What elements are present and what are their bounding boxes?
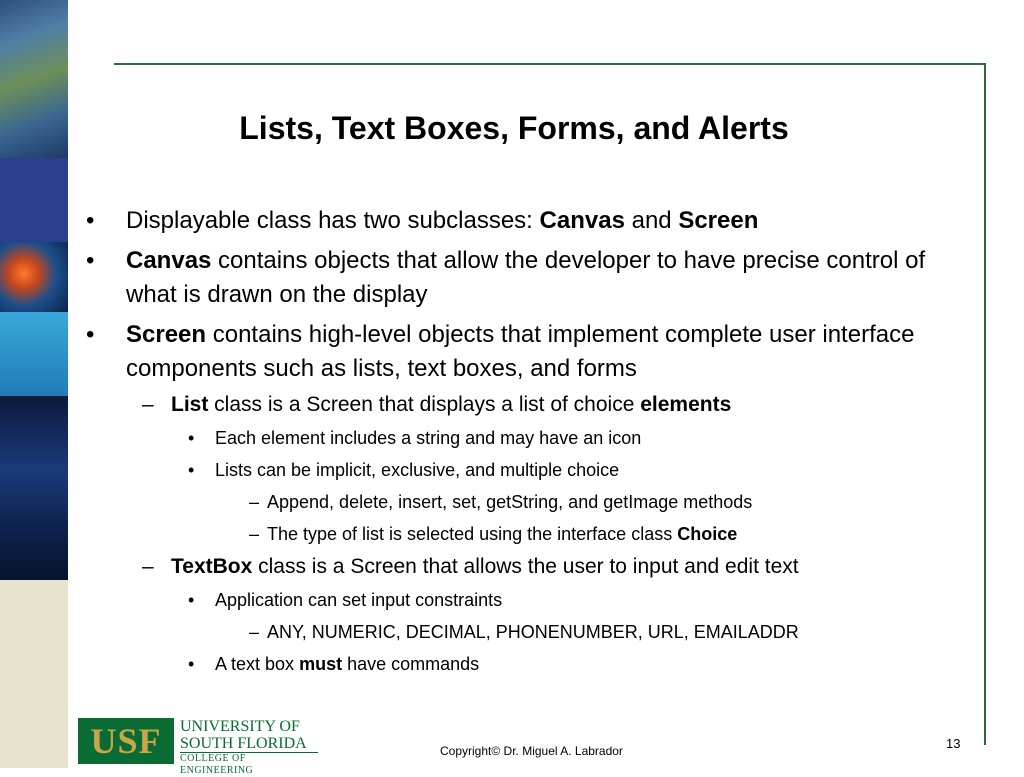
gadgets-illustration	[0, 158, 68, 242]
street-map-image	[0, 580, 68, 768]
bullet-level-1	[82, 318, 962, 386]
bullet-level-4	[82, 488, 962, 516]
bullet-level-3	[82, 650, 962, 678]
bullet-text: contains high-level objects that implement complete user interface components such as lists, text boxes, and forms	[126, 321, 915, 382]
bullet-bold-text: Canvas	[126, 247, 212, 274]
bullet-text: The type of list is selected using the interface class	[267, 524, 678, 544]
bullet-level-2	[82, 552, 962, 582]
bullet-bold-text: elements	[640, 393, 732, 416]
bullet-text: contains objects that allow the developer to have precise control of what is drawn on the display	[126, 247, 926, 308]
logo-wordmark	[180, 718, 318, 777]
decorative-image-strip	[0, 0, 68, 768]
bullet-marker: –	[249, 492, 260, 512]
bullet-marker: –	[249, 622, 260, 642]
bullet-level-1	[82, 244, 962, 312]
bullet-marker: •	[188, 428, 195, 448]
bullet-bold-text: List	[171, 393, 209, 416]
bullet-text: Lists can be implicit, exclusive, and multiple choice	[215, 460, 620, 480]
circuit-board-image	[0, 396, 68, 580]
bullet-text: class is a Screen that displays a list of choice	[208, 393, 641, 416]
bullet-text: Append, delete, insert, set, getString, and getImage methods	[267, 492, 753, 512]
logo-line-3: COLLEGE OF ENGINEERING	[180, 752, 318, 777]
page-number: 13	[946, 736, 961, 751]
bullet-text: A text box	[215, 654, 300, 674]
bullet-marker: •	[86, 321, 95, 348]
slide-content	[82, 198, 962, 678]
bullet-text: ANY, NUMERIC, DECIMAL, PHONENUMBER, URL, EMAILADDR	[267, 622, 799, 642]
bullet-text: Application can set input constraints	[215, 590, 503, 610]
brain-scan-image	[0, 242, 68, 312]
frame-top-line	[114, 63, 986, 65]
bullet-bold-text: TextBox	[171, 555, 253, 578]
usf-logo	[78, 718, 318, 776]
bullet-bold-text: Choice	[677, 524, 738, 544]
logo-initials: USF	[78, 718, 174, 764]
bullet-bold-text: Canvas	[539, 207, 625, 234]
bullet-level-3	[82, 456, 962, 484]
bullet-marker: •	[188, 590, 195, 610]
bullet-marker: •	[86, 247, 95, 274]
logo-line-2: SOUTH FLORIDA	[180, 735, 307, 752]
bullet-marker: –	[142, 555, 154, 578]
bullet-marker: –	[142, 393, 154, 416]
logo-line-1: UNIVERSITY OF	[180, 718, 300, 735]
bullet-marker: –	[249, 524, 260, 544]
bullet-text: class is a Screen that allows the user to input and edit text	[252, 555, 799, 578]
bullet-level-4	[82, 618, 962, 646]
bullet-level-2	[82, 390, 962, 420]
satellite-map-image	[0, 0, 68, 158]
bullet-bold-text: Screen	[126, 321, 207, 348]
bullet-level-3	[82, 424, 962, 452]
bullet-level-3	[82, 586, 962, 614]
mobile-phone-icon	[0, 312, 68, 396]
bullet-bold-text: must	[299, 654, 343, 674]
bullet-marker: •	[188, 460, 195, 480]
bullet-text: Displayable class has two subclasses:	[126, 207, 540, 234]
bullet-text: Each element includes a string and may have an icon	[215, 428, 642, 448]
frame-right-line	[984, 63, 986, 745]
bullet-bold-text: Screen	[678, 207, 759, 234]
bullet-text: have commands	[342, 654, 480, 674]
copyright-text: Copyright© Dr. Miguel A. Labrador	[440, 744, 623, 758]
bullet-marker: •	[86, 207, 95, 234]
bullet-marker: •	[188, 654, 195, 674]
slide-title: Lists, Text Boxes, Forms, and Alerts	[239, 110, 789, 146]
bullet-text: and	[624, 207, 679, 234]
bullet-level-1	[82, 204, 962, 238]
bullet-level-4	[82, 520, 962, 548]
